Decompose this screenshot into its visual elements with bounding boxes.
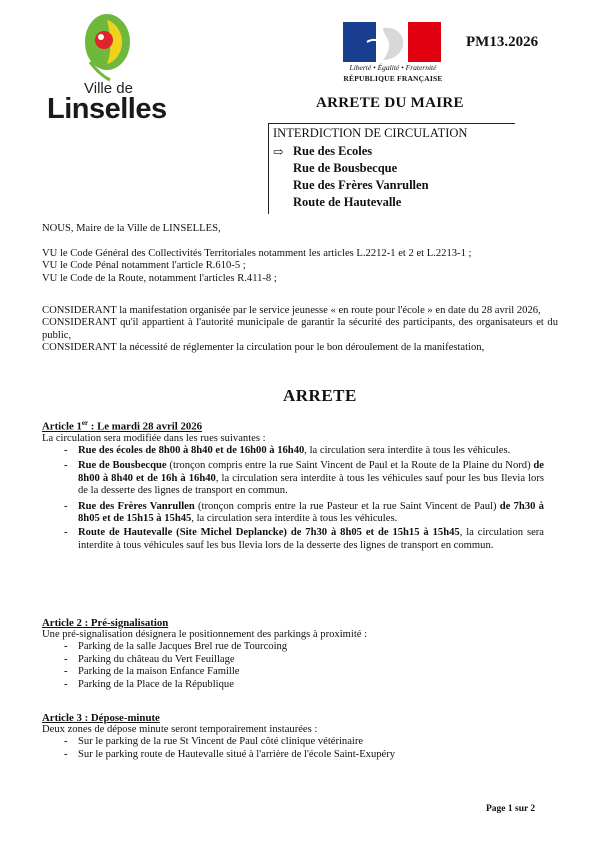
article-3-title: Article 3 : Dépose-minute xyxy=(42,712,160,724)
list-item: - Parking de la Place de la République xyxy=(60,679,558,691)
street-2: Rue de Bousbecque xyxy=(293,161,398,175)
street-1: Rue des Ecoles xyxy=(293,144,373,158)
marianne-flag-icon xyxy=(343,22,441,62)
list-item: - Route de Hautevalle (Site Michel Deplancke) de 7h30 à 8h05 et de 15h15 à 15h45, la circulation sera interdite à tous véhicules sauf les bus Ilevia lors de la desserte des lignes de transport en commun. xyxy=(60,527,544,552)
nous-line: NOUS, Maire de la Ville de LINSELLES, xyxy=(42,223,221,234)
page-number: Page 1 sur 2 xyxy=(486,804,536,814)
article-1 xyxy=(42,419,558,552)
street-3: Rue des Frères Vanrullen xyxy=(293,178,429,192)
article-1-title: Article 1er : Le mardi 28 avril 2026 xyxy=(42,419,203,433)
article-3 xyxy=(42,712,558,761)
list-item: - Parking de la salle Jacques Brel rue de Tourcoing xyxy=(60,641,558,653)
document-reference: PM13.2026 xyxy=(466,34,539,50)
vu-item: VU le Code de la Route, notamment l'articles R.411-8 ; xyxy=(42,272,277,284)
considerant-item: CONSIDERANT la manifestation organisée par le service jeunesse « en route pour l'école » en date du 28 avril 2026, xyxy=(42,305,541,316)
republic-motto: Liberté • Égalité • Fraternité xyxy=(349,63,437,72)
vu-item: VU le Code Pénal notamment l'article R.610-5 ; xyxy=(42,260,246,272)
list-item: - Parking de la maison Enfance Famille xyxy=(60,666,558,678)
logo-ville-de: Ville de xyxy=(84,80,133,97)
article-3-intro: Deux zones de dépose minute seront temporairement instaurées : xyxy=(42,724,318,735)
street-4: Route de Hautevalle xyxy=(293,195,402,209)
vu-item: VU le Code Général des Collectivités Territoriales notamment les articles L.2212-1 et 2 et L.2213-1 ; xyxy=(42,248,472,259)
list-item: - Rue de Bousbecque (tronçon compris entre la rue Saint Vincent de Paul et la Route de la Plaine du Nord) de 8h00 à 8h40 et de 16h à 16h40, la circulation sera interdite à tous les véhicules sauf pour les bus Ilevia lors de la desserte des lignes de transport en commun. xyxy=(60,460,544,497)
document-title: ARRETE DU MAIRE xyxy=(316,95,464,111)
article-2 xyxy=(42,617,558,691)
list-item: - Sur le parking de la rue St Vincent de Paul côté clinique vétérinaire xyxy=(60,736,558,748)
article-1-intro: La circulation sera modifiée dans les rues suivantes : xyxy=(42,432,266,444)
arrete-heading: ARRETE xyxy=(283,386,357,405)
article-2-intro: Une pré-signalisation désignera le positionnement des parkings à proximité : xyxy=(42,629,368,640)
list-item: - Rue des Frères Vanrullen (tronçon compris entre la rue Pasteur et la rue Saint Vincent de Paul) de 7h30 à 8h05 et de 15h15 à 15h45, la circulation sera interdite à tous les véhicules. xyxy=(60,501,544,526)
logo-town-name: Linselles xyxy=(47,93,167,125)
list-item: - Parking du château du Vert Feuillage xyxy=(60,654,558,666)
vu-list xyxy=(42,248,562,285)
arrow-right-icon: ⇨ xyxy=(273,145,284,159)
article-2-title: Article 2 : Pré-signalisation xyxy=(42,617,169,629)
considerant-list xyxy=(42,305,558,355)
considerant-item: CONSIDERANT qu'il appartient à l'autorité municipale de garantir la sécurité des participants, des organisateurs et du public, xyxy=(42,317,558,341)
considerant-item: CONSIDERANT la nécessité de réglementer la circulation pour le bon déroulement de la manifestation, xyxy=(42,342,485,354)
list-item: - Rue des écoles de 8h00 à 8h40 et de 16h00 à 16h40, la circulation sera interdite à tous les véhicules. xyxy=(60,445,544,457)
republic-name: RÉPUBLIQUE FRANÇAISE xyxy=(343,74,443,83)
list-item: - Sur le parking route de Hautevalle situé à l'arrière de l'école Saint-Exupéry xyxy=(60,749,558,761)
subject-label: INTERDICTION DE CIRCULATION xyxy=(273,126,468,140)
linselles-logo-emblem xyxy=(78,10,136,86)
